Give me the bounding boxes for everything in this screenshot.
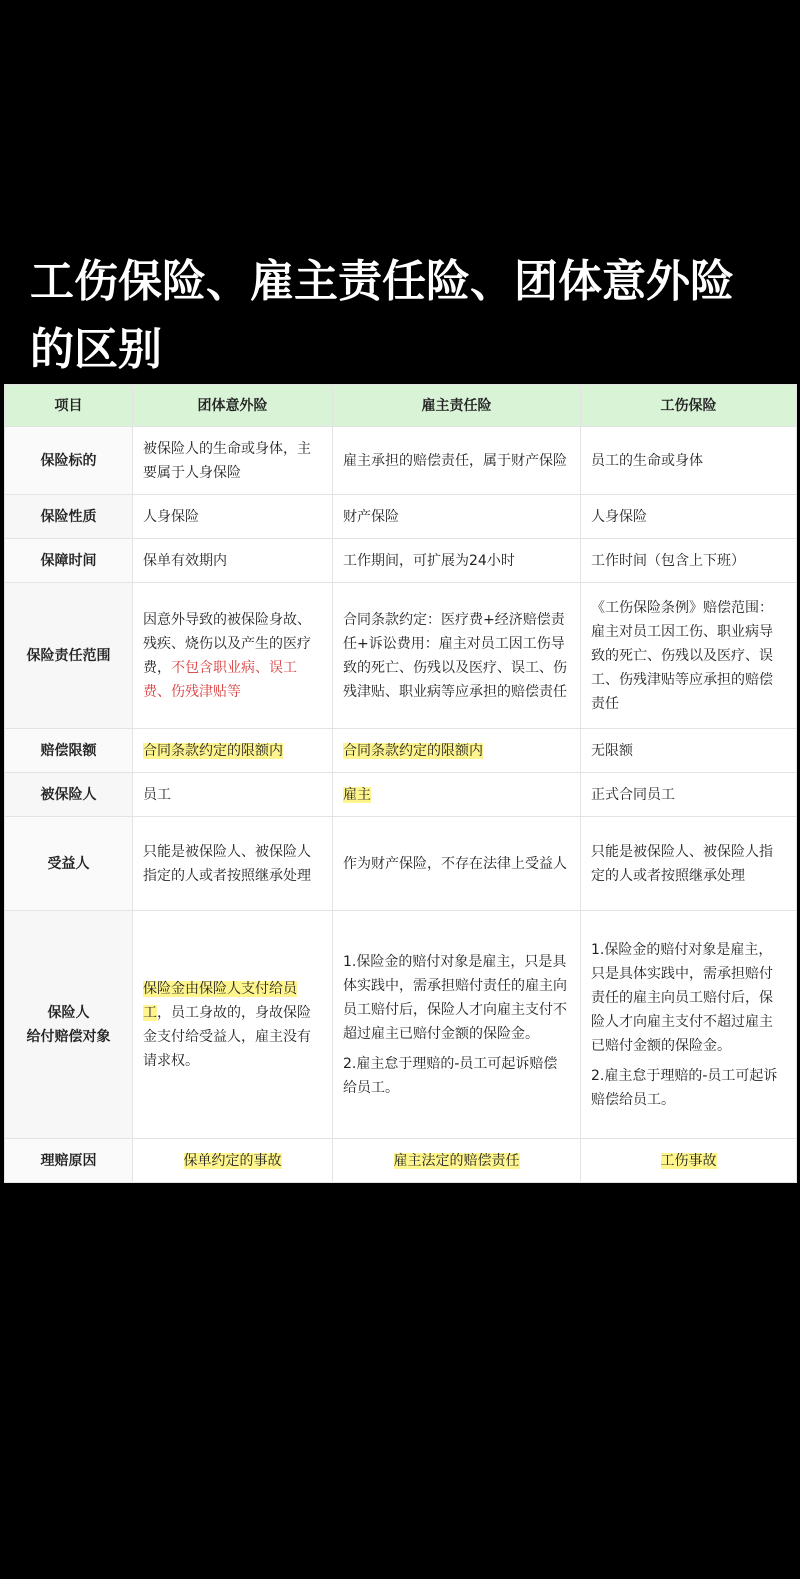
table-cell: [133, 911, 333, 1139]
table-cell: 雇主承担的赔偿责任，属于财产保险: [333, 427, 581, 495]
table-row: [5, 773, 797, 817]
table-row: [5, 583, 797, 729]
table-row: [5, 729, 797, 773]
table-cell: 正式合同员工: [581, 773, 797, 817]
table-cell: [333, 773, 581, 817]
table-row: [5, 1139, 797, 1183]
row-label: 受益人: [5, 817, 133, 911]
cell-text-red: 不包含职业病、误工费、伤残津贴等: [143, 659, 297, 700]
highlight-text: 合同条款约定的限额内: [343, 742, 483, 759]
highlight-text: 雇主: [343, 786, 371, 803]
highlight-text: 合同条款约定的限额内: [143, 742, 283, 759]
page-title: 工伤保险、雇主责任险、团体意外险的区别: [30, 256, 734, 375]
comparison-table: [4, 384, 797, 1183]
header-item: 项目: [5, 385, 133, 427]
table-row: [5, 817, 797, 911]
table-cell: 工作期间，可扩展为24小时: [333, 539, 581, 583]
row-label: 保险标的: [5, 427, 133, 495]
row-label: 赔偿限额: [5, 729, 133, 773]
table-cell: 只能是被保险人、被保险人指定的人或者按照继承处理: [581, 817, 797, 911]
table-row: [5, 495, 797, 539]
table-cell: 被保险人的生命或身体，主要属于人身保险: [133, 427, 333, 495]
table-cell: 财产保险: [333, 495, 581, 539]
row-label: 保障时间: [5, 539, 133, 583]
cell-paragraph: 2.雇主怠于理赔的-员工可起诉赔偿给员工。: [343, 1055, 558, 1096]
highlight-text: 保单约定的事故: [183, 1152, 282, 1169]
highlight-text: 雇主法定的赔偿责任: [393, 1152, 520, 1169]
table-cell: [581, 1139, 797, 1183]
row-label: 理赔原因: [5, 1139, 133, 1183]
table-cell: [333, 729, 581, 773]
cell-paragraph: 1.保险金的赔付对象是雇主，只是具体实践中，需承担赔付责任的雇主向员工赔付后，保险人才向雇主支付不超过雇主已赔付金额的保险金。: [591, 941, 773, 1054]
row-label: 保险性质: [5, 495, 133, 539]
table-cell: [333, 911, 581, 1139]
table-cell: 员工: [133, 773, 333, 817]
table-cell: 作为财产保险，不存在法律上受益人: [333, 817, 581, 911]
table-cell: [581, 911, 797, 1139]
row-label: [5, 911, 133, 1139]
table-row: [5, 427, 797, 495]
highlight-text: 工伤事故: [660, 1152, 717, 1169]
table-cell: 保单有效期内: [133, 539, 333, 583]
table-cell: [133, 729, 333, 773]
cell-text: 因意外导致的被保险身故、残疾、烧伤以及产生的医疗费，: [143, 611, 311, 676]
row-label-line: 保险人: [47, 1004, 90, 1021]
cell-paragraph: 1.保险金的赔付对象是雇主，只是具体实践中，需承担赔付责任的雇主向员工赔付后，保险人才向雇主支付不超过雇主已赔付金额的保险金。: [343, 953, 567, 1042]
table-cell: 合同条款约定：医疗费+经济赔偿责任+诉讼费用：雇主对员工因工伤导致的死亡、伤残以及医疗、误工、伤残津贴、职业病等应承担的赔偿责任: [333, 583, 581, 729]
table-cell: [133, 583, 333, 729]
table-cell: [133, 1139, 333, 1183]
cell-paragraph: 2.雇主怠于理赔的-员工可起诉赔偿给员工。: [591, 1067, 778, 1108]
table-cell: 《工伤保险条例》赔偿范围：雇主对员工因工伤、职业病导致的死亡、伤残以及医疗、误工、伤残津贴等应承担的赔偿责任: [581, 583, 797, 729]
cell-text: ，员工身故的，身故保险金支付给受益人，雇主没有请求权。: [143, 1004, 311, 1069]
table-row: [5, 911, 797, 1139]
table-header-row: [5, 385, 797, 427]
table-cell: 员工的生命或身体: [581, 427, 797, 495]
table-cell: 工作时间（包含上下班）: [581, 539, 797, 583]
table-cell: [333, 1139, 581, 1183]
table-cell: 无限额: [581, 729, 797, 773]
header-group-accident: 团体意外险: [133, 385, 333, 427]
header-work-injury: 工伤保险: [581, 385, 797, 427]
row-label: 保险责任范围: [5, 583, 133, 729]
row-label: 被保险人: [5, 773, 133, 817]
comparison-table-container: [4, 384, 796, 1183]
table-cell: 人身保险: [581, 495, 797, 539]
row-label-line: 给付赔偿对象: [26, 1028, 111, 1045]
table-row: [5, 539, 797, 583]
table-cell: 人身保险: [133, 495, 333, 539]
highlight-text: 保险金由保险人支付给员工: [143, 980, 297, 1021]
header-employer-liability: 雇主责任险: [333, 385, 581, 427]
table-cell: 只能是被保险人、被保险人指定的人或者按照继承处理: [133, 817, 333, 911]
